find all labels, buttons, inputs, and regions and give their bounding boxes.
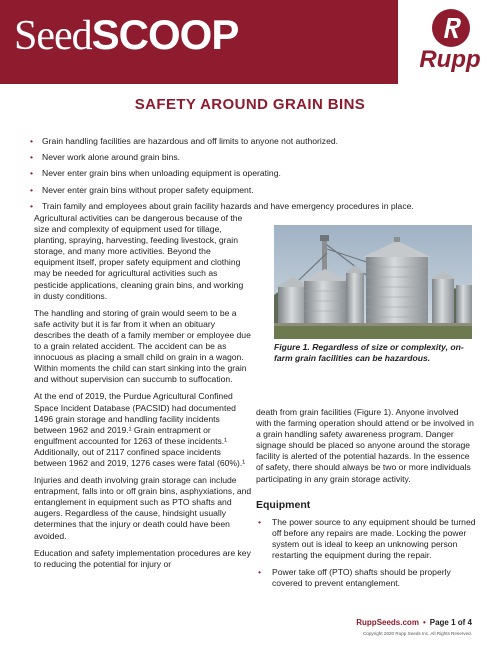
page-number: Page 1 of 4 — [429, 618, 472, 627]
website-link[interactable]: RuppSeeds.com — [356, 618, 419, 627]
rupp-wordmark: Rupp — [419, 46, 481, 73]
list-item: • Never enter grain bins without proper safety equipment. — [30, 185, 480, 196]
footer-line — [356, 618, 472, 627]
list-item: • Train family and employees about grain facility hazards and have emergency procedures in place. — [30, 201, 480, 212]
body-paragraph: Agricultural activities can be dangerous because of the size and complexity of equipment used for tillage, planting, spraying, harvesting, feeding livestock, grain storage, and many more activities. Beyond the equipment itself, proper safety equipment and clothing may be needed for agricultural activities such as pesticide applications, cleaning grain bins, and working in dusty conditions. — [34, 213, 244, 301]
rupp-r-emblem-icon — [431, 8, 471, 48]
right-column — [256, 407, 476, 595]
brand-seed: Seed — [14, 13, 92, 59]
list-item: • Grain handling facilities are hazardous and off limits to anyone not authorized. — [30, 136, 480, 147]
body-paragraph: Education and safety implementation procedures are key to reducing the potential for injury or — [34, 547, 251, 569]
page-footer — [0, 612, 500, 649]
left-column — [34, 213, 252, 576]
body-paragraph: At the end of 2019, the Purdue Agricultural Confined Space Incident Database (PACSID) had documented 1496 grain storage and handling facility incidents between 1962 and 2019.¹ Grain entrapment or engulfment accounted for 1263 of these incidents.¹ Additionally, out of 2117 confined space incidents between 1962 and 2019, 1276 cases were fatal (60%).¹ — [34, 391, 246, 468]
section-heading-equipment: Equipment — [256, 498, 311, 511]
body-paragraph: The handling and storing of grain would seem to be a safe activity but it is far from it when an obituary describes the death of a family member or employee due to a grain related accident. The accident can be as innocuous as placing a small child on grain in a wagon. Within moments the child can start sinking into the grain and without supervision can succumb to suffocation. — [34, 307, 251, 385]
rupp-logo — [398, 0, 500, 84]
article-title: SAFETY AROUND GRAIN BINS — [134, 96, 366, 113]
safety-rules-list — [30, 136, 480, 217]
list-item: • Never work alone around grain bins. — [30, 152, 480, 163]
brand-scoop: SCOOP — [91, 11, 239, 58]
newsletter-title — [14, 10, 238, 61]
list-item: • Power take off (PTO) shafts should be properly covered to prevent entanglement. — [256, 567, 476, 589]
masthead-banner — [0, 0, 500, 84]
body-paragraph: death from grain facilities (Figure 1). Anyone involved with the farming operation should attend or be involved in a grain handling safety awareness program. Danger signage should be placed so anyone around the storage facility is alerted of the potential hazards. In the essence of safety, there should always be two or more individuals participating in any grain storage activity. — [256, 407, 474, 484]
copyright-text: Copyright 2020 Rupp Seeds Inc. All Rights Reserved. — [362, 631, 472, 636]
body-paragraph: Injuries and death involving grain storage can include entrapment, falls into or off grain bins, asphyxiations, and entanglement in equipment such as PTO shafts and augers. Regardless of the cause, hindsight usually determines that the injury or death could have been avoided. — [34, 475, 252, 541]
equipment-list — [256, 517, 476, 590]
footer-separator: • — [422, 618, 426, 627]
grain-bin-photo — [274, 225, 472, 339]
list-item: • The power source to any equipment should be turned off before any repairs are made. Locking the power system out is ideal to keep an unknowing person restarting the equipment during the repair. — [256, 517, 476, 561]
list-item: • Never enter grain bins when unloading equipment is operating. — [30, 168, 480, 179]
grain-bins-illustration — [274, 225, 472, 339]
figure-caption: Figure 1. Regardless of size or complexity, on-farm grain facilities can be hazardous. — [274, 342, 464, 363]
